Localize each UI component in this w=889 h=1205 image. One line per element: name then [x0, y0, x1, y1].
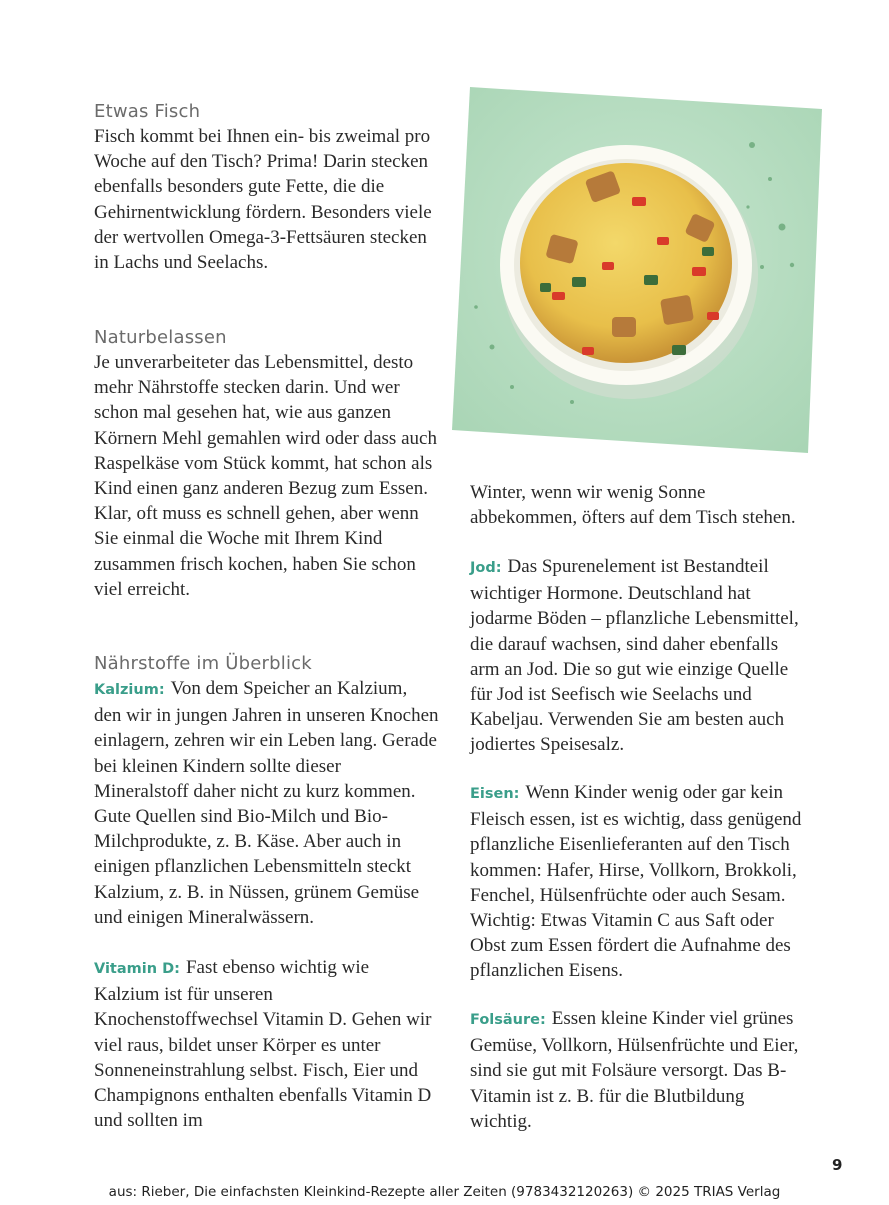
section-heading: Etwas Fisch: [94, 101, 201, 122]
section-heading: Naturbelassen: [94, 327, 227, 348]
section-text: Je unverarbeiteter das Lebensmittel, desto mehr Nährstoffe stecken darin. Und wer schon mal gesehen hat, wie aus ganzen Körnern Mehl gemahlen wird oder dass auch Raspelkäse vom Stück kommt, hat schon als Kind einen ganz anderen Bezug zum Essen. Klar, oft muss es schnell gehen, aber wenn Sie einmal die Woche mit Ihrem Kind zusammen frisch kochen, haben Sie schon viel erreicht.: [94, 352, 437, 600]
footer-citation: aus: Rieber, Die einfachsten Kleinkind-Rezepte aller Zeiten (9783432120263) © 2025 TRIAS Verlag: [108, 1184, 781, 1200]
page-number: 9: [832, 1156, 843, 1174]
nutrient-vitamin-d: [94, 955, 439, 1133]
nutrient-label: Eisen:: [470, 786, 520, 802]
nutrient-text: Von dem Speicher an Kalzium, den wir in jungen Jahren in unseren Knochen einlagern, zehren wir ein Leben lang. Gerade bei kleinen Kindern sollte dieser Mineralstoff daher nicht zu kurz kommen. Gute Quellen sind Bio-Milch und Bio-Milchprodukte, z. B. Käse. Aber auch in einigen pflanzlichen Lebensmitteln steckt Kalzium, z. B. in Nüssen, grünem Gemüse und einigen Mineralwässern.: [94, 678, 439, 928]
casserole-photo: [452, 87, 822, 453]
nutrient-label: Kalzium:: [94, 682, 165, 698]
nutrient-label: Folsäure:: [470, 1012, 546, 1028]
section-naturbelassen: [94, 325, 439, 602]
nutrient-text: Wenn Kinder wenig oder gar kein Fleisch essen, ist es wichtig, dass genügend pflanzliche Eisenlieferanten auf den Tisch kommen: Hafer, Hirse, Vollkorn, Brokkoli, Fenchel, Hülsenfrüchte oder auch Sesam. Wichtig: Etwas Vitamin C aus Saft oder Obst zum Essen fördert die Aufnahme des pflanzlichen Eisens.: [470, 782, 802, 982]
nutrient-label: Jod:: [470, 560, 502, 576]
section-text: Fisch kommt bei Ihnen ein- bis zweimal pro Woche auf den Tisch? Prima! Darin stecken ebenfalls besonders gute Fette, die die Gehirnentwicklung fördern. Besonders viele der wertvollen Omega-3-Fettsäuren stecken in Lachs und Seelachs.: [94, 126, 432, 274]
section-heading: Nährstoffe im Überblick: [94, 653, 312, 674]
nutrient-vitamin-d-continued: Winter, wenn wir wenig Sonne abbekommen, öfters auf dem Tisch stehen.: [470, 482, 796, 529]
nutrient-jod: [470, 554, 805, 758]
section-etwas-fisch: [94, 99, 439, 275]
nutrient-text: Das Spurenelement ist Bestandteil wichtiger Hormone. Deutschland hat jodarme Böden – pflanzliche Lebensmittel, die darauf wachsen, sind daher ebenfalls arm an Jod. Die so gut wie einzige Quelle für Jod ist Seefisch wie Seelachs und Kabeljau. Verwenden Sie am besten auch jodiertes Speisesalz.: [470, 556, 799, 756]
section-naehrstoffe: [94, 651, 439, 930]
nutrient-text: Essen kleine Kinder viel grünes Gemüse, Vollkorn, Hülsenfrüchte und Eier, sind sie gut mit Folsäure versorgt. Das B-Vitamin ist z. B. für die Blutbildung wichtig.: [470, 1008, 799, 1132]
nutrient-label: Vitamin D:: [94, 961, 180, 977]
nutrient-text: Fast ebenso wichtig wie Kalzium ist für unseren Knochenstoffwechsel Vitamin D. Gehen wir viel raus, bildet unser Körper es unter Sonneneinstrahlung selbst. Fisch, Eier und Champignons enthalten ebenfalls Vitamin D und sollten im: [94, 957, 432, 1132]
nutrient-eisen: [470, 780, 805, 984]
casserole-image: [452, 87, 822, 453]
nutrient-kalzium: [94, 676, 439, 930]
nutrient-folsaeure: [470, 1006, 805, 1134]
